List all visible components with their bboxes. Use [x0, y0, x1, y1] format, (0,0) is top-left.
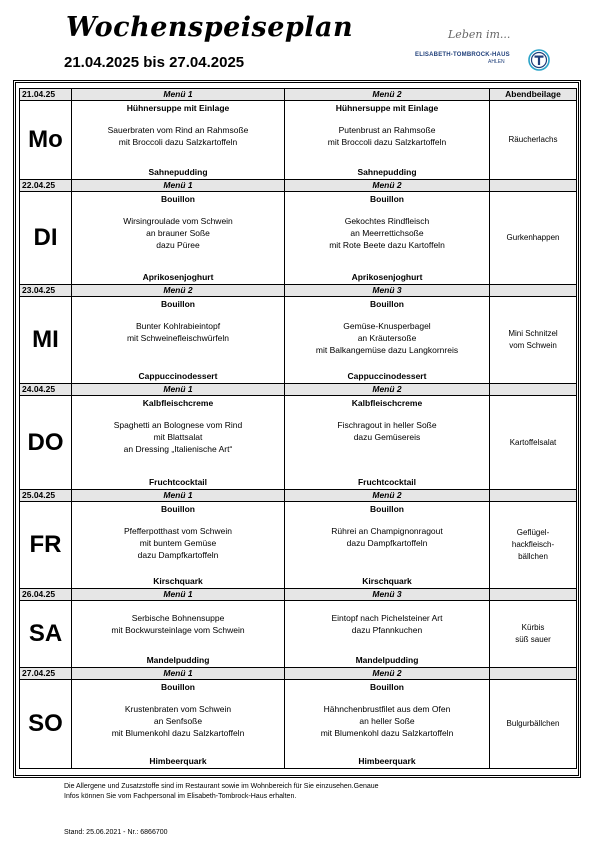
dessert: Mandelpudding — [355, 655, 419, 665]
weekday-abbr: DI — [20, 192, 72, 285]
meal-cell-b — [285, 601, 490, 668]
main-dish: Krustenbraten vom Schwein an Senfsoße mit Blumenkohl dazu Salzkartoffeln — [111, 704, 245, 738]
soup: Bouillon — [370, 194, 404, 204]
day-header-row — [20, 384, 577, 396]
day-header-row — [20, 89, 577, 101]
abendbeilage: Gurkenhappen — [490, 192, 577, 285]
weekday-abbr: Mo — [20, 101, 72, 180]
meal-cell-b — [285, 502, 490, 589]
main-dish: Gemüse-Knusperbagel an Kräutersoße mit Balkangemüse dazu Langkornreis — [315, 321, 459, 355]
org-location: AHLEN — [488, 59, 505, 65]
day-row — [20, 101, 577, 180]
main-dish: Rührei an Champignonragout dazu Dampfkartoffeln — [331, 526, 443, 548]
weekday-abbr: MI — [20, 297, 72, 384]
day-date: 25.04.25 — [20, 490, 72, 502]
day-header-row — [20, 180, 577, 192]
weekday-abbr: SA — [20, 601, 72, 668]
day-row — [20, 297, 577, 384]
soup: Hühnersuppe mit Einlage — [126, 103, 230, 113]
day-row — [20, 502, 577, 589]
day-date: 24.04.25 — [20, 384, 72, 396]
main-dish: Serbische Bohnensuppe mit Bockwursteinlage vom Schwein — [111, 613, 245, 635]
day-row — [20, 601, 577, 668]
menu-b-label: Menü 2 — [285, 668, 490, 680]
dessert: Aprikosenjoghurt — [351, 272, 423, 282]
menu-b-label: Menü 2 — [285, 384, 490, 396]
soup: Kalbfleischcreme — [351, 398, 423, 408]
dessert: Mandelpudding — [146, 655, 210, 665]
abendbeilage: Räucherlachs — [490, 101, 577, 180]
dessert: Cappuccinodessert — [138, 371, 218, 381]
menu-a-label: Menü 1 — [72, 384, 285, 396]
org-name: ELISABETH-TOMBROCK-HAUS — [415, 52, 510, 58]
day-header-row — [20, 668, 577, 680]
abend-header-empty — [490, 490, 577, 502]
meal-cell-b — [285, 192, 490, 285]
meal-cell-a — [72, 101, 285, 180]
meal-cell-a — [72, 297, 285, 384]
menu-b-label: Menü 3 — [285, 285, 490, 297]
soup: Kalbfleischcreme — [142, 398, 214, 408]
org-logo-icon — [528, 49, 550, 71]
dessert: Himbeerquark — [358, 756, 416, 766]
abendbeilage: Mini Schnitzel vom Schwein — [490, 297, 577, 384]
day-date: 21.04.25 — [20, 89, 72, 101]
soup: Bouillon — [370, 682, 404, 692]
meal-cell-a — [72, 396, 285, 490]
abendbeilage: Kartoffelsalat — [490, 396, 577, 490]
soup: Bouillon — [370, 299, 404, 309]
menu-a-label: Menü 1 — [72, 180, 285, 192]
dessert: Fruchtcocktail — [357, 477, 417, 487]
abend-header-empty — [490, 180, 577, 192]
menu-b-label: Menü 2 — [285, 180, 490, 192]
abendbeilage: Geflügel- hackfleisch- bällchen — [490, 502, 577, 589]
day-header-row — [20, 589, 577, 601]
soup: Bouillon — [161, 194, 195, 204]
menu-b-label: Menü 2 — [285, 89, 490, 101]
meal-cell-a — [72, 192, 285, 285]
menu-b-label: Menü 2 — [285, 490, 490, 502]
day-date: 22.04.25 — [20, 180, 72, 192]
main-dish: Pfefferpotthast vom Schwein mit buntem Gemüse dazu Dampfkartoffeln — [123, 526, 233, 560]
meal-cell-a — [72, 601, 285, 668]
main-dish: Wirsingroulade vom Schwein an brauner Soße dazu Püree — [123, 216, 233, 250]
meal-cell-b — [285, 297, 490, 384]
meal-cell-b — [285, 680, 490, 769]
day-header-row — [20, 285, 577, 297]
allergen-note — [64, 782, 544, 802]
day-row — [20, 680, 577, 769]
weekday-abbr: FR — [20, 502, 72, 589]
soup: Bouillon — [161, 682, 195, 692]
dessert: Himbeerquark — [149, 756, 207, 766]
dessert: Sahnepudding — [148, 167, 208, 177]
menu-b-label: Menü 3 — [285, 589, 490, 601]
menu-a-label: Menü 2 — [72, 285, 285, 297]
meal-cell-b — [285, 101, 490, 180]
page-title: Wochenspeiseplan — [66, 12, 354, 43]
menu-a-label: Menü 1 — [72, 589, 285, 601]
abend-header-empty — [490, 589, 577, 601]
date-range: 21.04.2025 bis 27.04.2025 — [64, 54, 245, 71]
main-dish: Eintopf nach Pichelsteiner Art dazu Pfannkuchen — [331, 613, 443, 635]
day-date: 26.04.25 — [20, 589, 72, 601]
meal-cell-b — [285, 396, 490, 490]
day-date: 23.04.25 — [20, 285, 72, 297]
soup: Bouillon — [161, 299, 195, 309]
main-dish: Hähnchenbrustfilet aus dem Ofen an heller Soße mit Blumenkohl dazu Salzkartoffeln — [320, 704, 454, 738]
dessert: Kirschquark — [362, 576, 412, 586]
abendbeilage-header: Abendbeilage — [490, 89, 577, 101]
main-dish: Gekochtes Rindfleisch an Meerrettichsoße mit Rote Beete dazu Kartoffeln — [329, 216, 445, 250]
abendbeilage: Kürbis süß sauer — [490, 601, 577, 668]
weekday-abbr: SO — [20, 680, 72, 769]
weekday-abbr: DO — [20, 396, 72, 490]
main-dish: Spaghetti an Bolognese vom Rind mit Blattsalat an Dressing „Italienische Art“ — [113, 420, 243, 454]
menu-a-label: Menü 1 — [72, 89, 285, 101]
soup: Hühnersuppe mit Einlage — [335, 103, 439, 113]
meal-cell-a — [72, 680, 285, 769]
abend-header-empty — [490, 384, 577, 396]
main-dish: Putenbrust an Rahmsoße mit Broccoli dazu Salzkartoffeln — [327, 125, 447, 147]
dessert: Aprikosenjoghurt — [142, 272, 214, 282]
dessert: Sahnepudding — [357, 167, 417, 177]
dessert: Kirschquark — [153, 576, 203, 586]
slogan: Leben im... — [448, 28, 511, 41]
day-row — [20, 192, 577, 285]
dessert: Cappuccinodessert — [347, 371, 427, 381]
allergen-note-line-2: Infos können Sie vom Fachpersonal im Elisabeth-Tombrock-Haus erhalten. — [64, 793, 297, 800]
day-row — [20, 396, 577, 490]
main-dish: Bunter Kohlrabieintopf mit Schweinefleischwürfeln — [126, 321, 230, 343]
main-dish: Sauerbraten vom Rind an Rahmsoße mit Broccoli dazu Salzkartoffeln — [107, 125, 249, 147]
allergen-note-line-1: Die Allergene und Zusatzstoffe sind im Restaurant sowie im Wohnbereich für Sie einzusehen.Genaue — [64, 783, 379, 790]
menu-a-label: Menü 1 — [72, 668, 285, 680]
stand-info: Stand: 25.06.2021 - Nr.: 6866700 — [64, 829, 168, 836]
abend-header-empty — [490, 668, 577, 680]
soup: Bouillon — [370, 504, 404, 514]
main-dish: Fischragout in heller Soße dazu Gemüsereis — [337, 420, 437, 442]
abend-header-empty — [490, 285, 577, 297]
menu-table — [19, 88, 577, 769]
dessert: Fruchtcocktail — [148, 477, 208, 487]
soup: Bouillon — [161, 504, 195, 514]
day-header-row — [20, 490, 577, 502]
menu-a-label: Menü 1 — [72, 490, 285, 502]
day-date: 27.04.25 — [20, 668, 72, 680]
meal-cell-a — [72, 502, 285, 589]
abendbeilage: Bulgurbällchen — [490, 680, 577, 769]
